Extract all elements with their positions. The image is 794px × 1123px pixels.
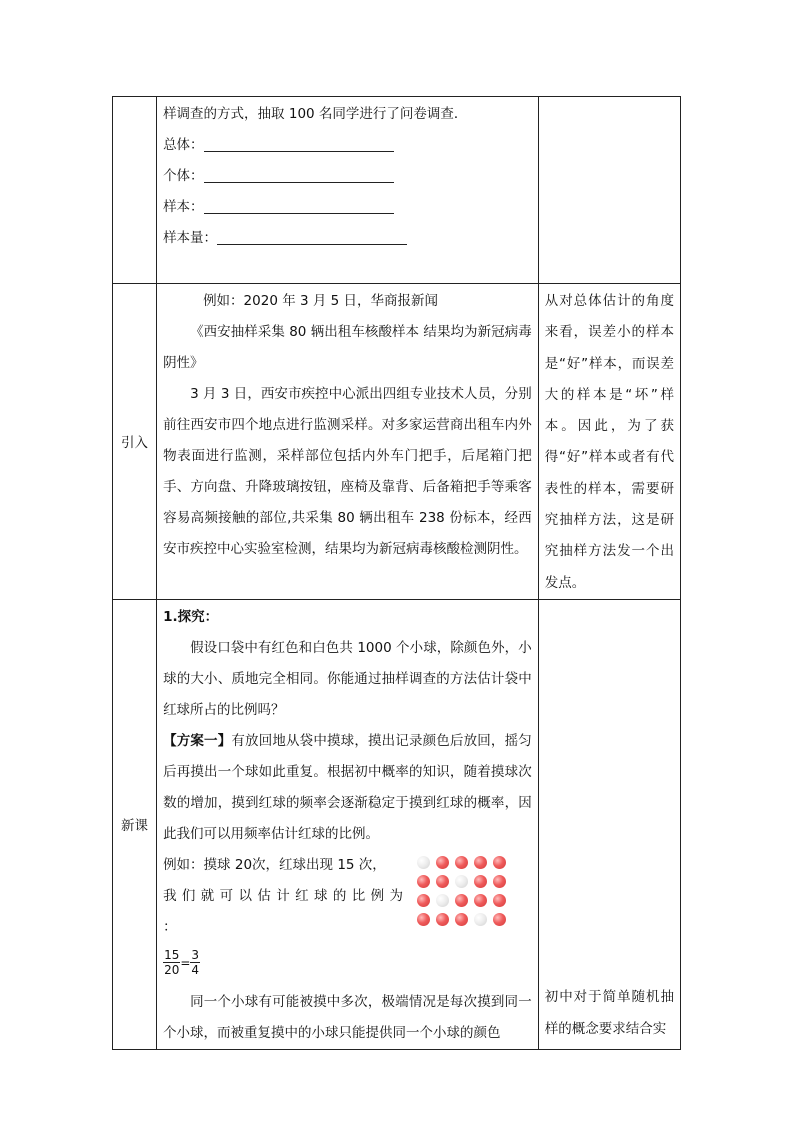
- white-ball: [436, 894, 449, 907]
- field-population: [163, 130, 532, 161]
- white-ball: [417, 856, 430, 869]
- red-ball: [436, 913, 449, 926]
- denominator: 20: [164, 963, 180, 978]
- example-line: 我 们 就 可 以 估 计 红 球 的 比 例 为 ：: [163, 887, 404, 935]
- row-note: [538, 97, 680, 284]
- table-row: [113, 284, 681, 600]
- example-block: [163, 850, 532, 983]
- row-label: 引入: [113, 284, 157, 600]
- red-ball: [474, 875, 487, 888]
- table-row: [113, 599, 681, 1049]
- row-content: [157, 97, 539, 284]
- red-ball: [436, 856, 449, 869]
- survey-intro-text: 样调查的方式，抽取 100 名同学进行了问卷调查．: [163, 106, 468, 122]
- red-ball: [436, 875, 449, 888]
- plan-text: 有放回地从袋中摸球，摸出记录颜色后放回，摇匀后再摸出一个球如此重复。根据初中概率的知识，随着摸球次数的增加，摸到红球的频率会逐渐稳定于摸到红球的概率，因此我们可以用频率估计红球的比例。: [163, 732, 532, 842]
- field-individual: [163, 161, 532, 192]
- red-ball: [493, 856, 506, 869]
- lesson-plan-table: [112, 96, 681, 1050]
- fill-blank: [204, 136, 394, 152]
- red-ball: [417, 894, 430, 907]
- red-ball: [474, 856, 487, 869]
- section-heading: 1.探究：: [163, 608, 219, 625]
- row-label: 新课: [113, 599, 157, 1049]
- field-label: 总体：: [163, 137, 204, 153]
- red-ball: [455, 913, 468, 926]
- row-label: [113, 97, 157, 284]
- red-ball: [493, 894, 506, 907]
- numerator: 15: [164, 948, 180, 963]
- explanation-text: 同一个小球有可能被摸中多次，极端情况是每次摸到同一个小球，而被重复摸中的小球只能提供同一个小球的颜色: [163, 993, 532, 1041]
- row-note: 从对总体估计的角度来看，误差小的样本是“好”样本，而误差大的样本是“坏”样本。因此，为了获得“好”样本或者有代表性的样本，需要研究抽样方法，这是研究抽样方法发一个出发点。: [538, 284, 680, 600]
- fraction: [163, 948, 180, 977]
- example-line: 例如：摸球 20次，红球出现 15 次，: [163, 856, 386, 873]
- ball-sample-grid: [417, 856, 506, 926]
- denominator: 4: [191, 963, 200, 978]
- field-label: 样本：: [163, 199, 204, 215]
- red-ball: [474, 894, 487, 907]
- red-ball: [493, 913, 506, 926]
- red-ball: [417, 913, 430, 926]
- red-ball: [493, 875, 506, 888]
- row-note: [538, 599, 680, 1049]
- field-label: 个体：: [163, 168, 204, 184]
- fraction-equation: [163, 943, 532, 983]
- row-content: [157, 284, 539, 600]
- white-ball: [455, 875, 468, 888]
- news-body: 3 月 3 日，西安市疾控中心派出四组专业技术人员，分别前往西安市四个地点进行监测采样。对多家运营商出租车内外物表面进行监测，采样部位包括内外车门把手，后尾箱门把手、方向盘、升降玻璃按钮，座椅及靠背、后备箱把手等乘客容易高频接触的部位,共采集 80 辆出租车 238 份标本，经西安市疾控中心实验室检测，结果均为新冠病毒核酸检测阴性。: [163, 386, 532, 557]
- red-ball: [455, 856, 468, 869]
- explore-question: 假设口袋中有红色和白色共 1000 个小球，除颜色外，小球的大小、质地完全相同。你能通过抽样调查的方法估计袋中红球所占的比例吗？: [163, 639, 532, 718]
- note-text: 初中对于简单随机抽样的概念要求结合实: [544, 989, 674, 1037]
- news-headline: 《西安抽样采集 80 辆出租车核酸样本 结果均为新冠病毒阴性》: [163, 324, 532, 371]
- table-row: [113, 97, 681, 284]
- field-sample: [163, 192, 532, 223]
- fraction: [190, 948, 200, 977]
- fill-blank: [217, 229, 407, 245]
- field-label: 样本量：: [163, 230, 218, 246]
- plan-one: [163, 726, 532, 850]
- equals-sign: =: [180, 955, 191, 970]
- red-ball: [455, 894, 468, 907]
- white-ball: [474, 913, 487, 926]
- numerator: 3: [191, 948, 200, 963]
- row-content: [157, 599, 539, 1049]
- field-sample-size: [163, 223, 532, 254]
- fill-blank: [204, 167, 394, 183]
- news-date-line: 例如：2020 年 3 月 5 日，华商报新闻: [203, 293, 439, 309]
- plan-label: 【方案一】: [163, 732, 232, 749]
- red-ball: [417, 875, 430, 888]
- fill-blank: [204, 198, 394, 214]
